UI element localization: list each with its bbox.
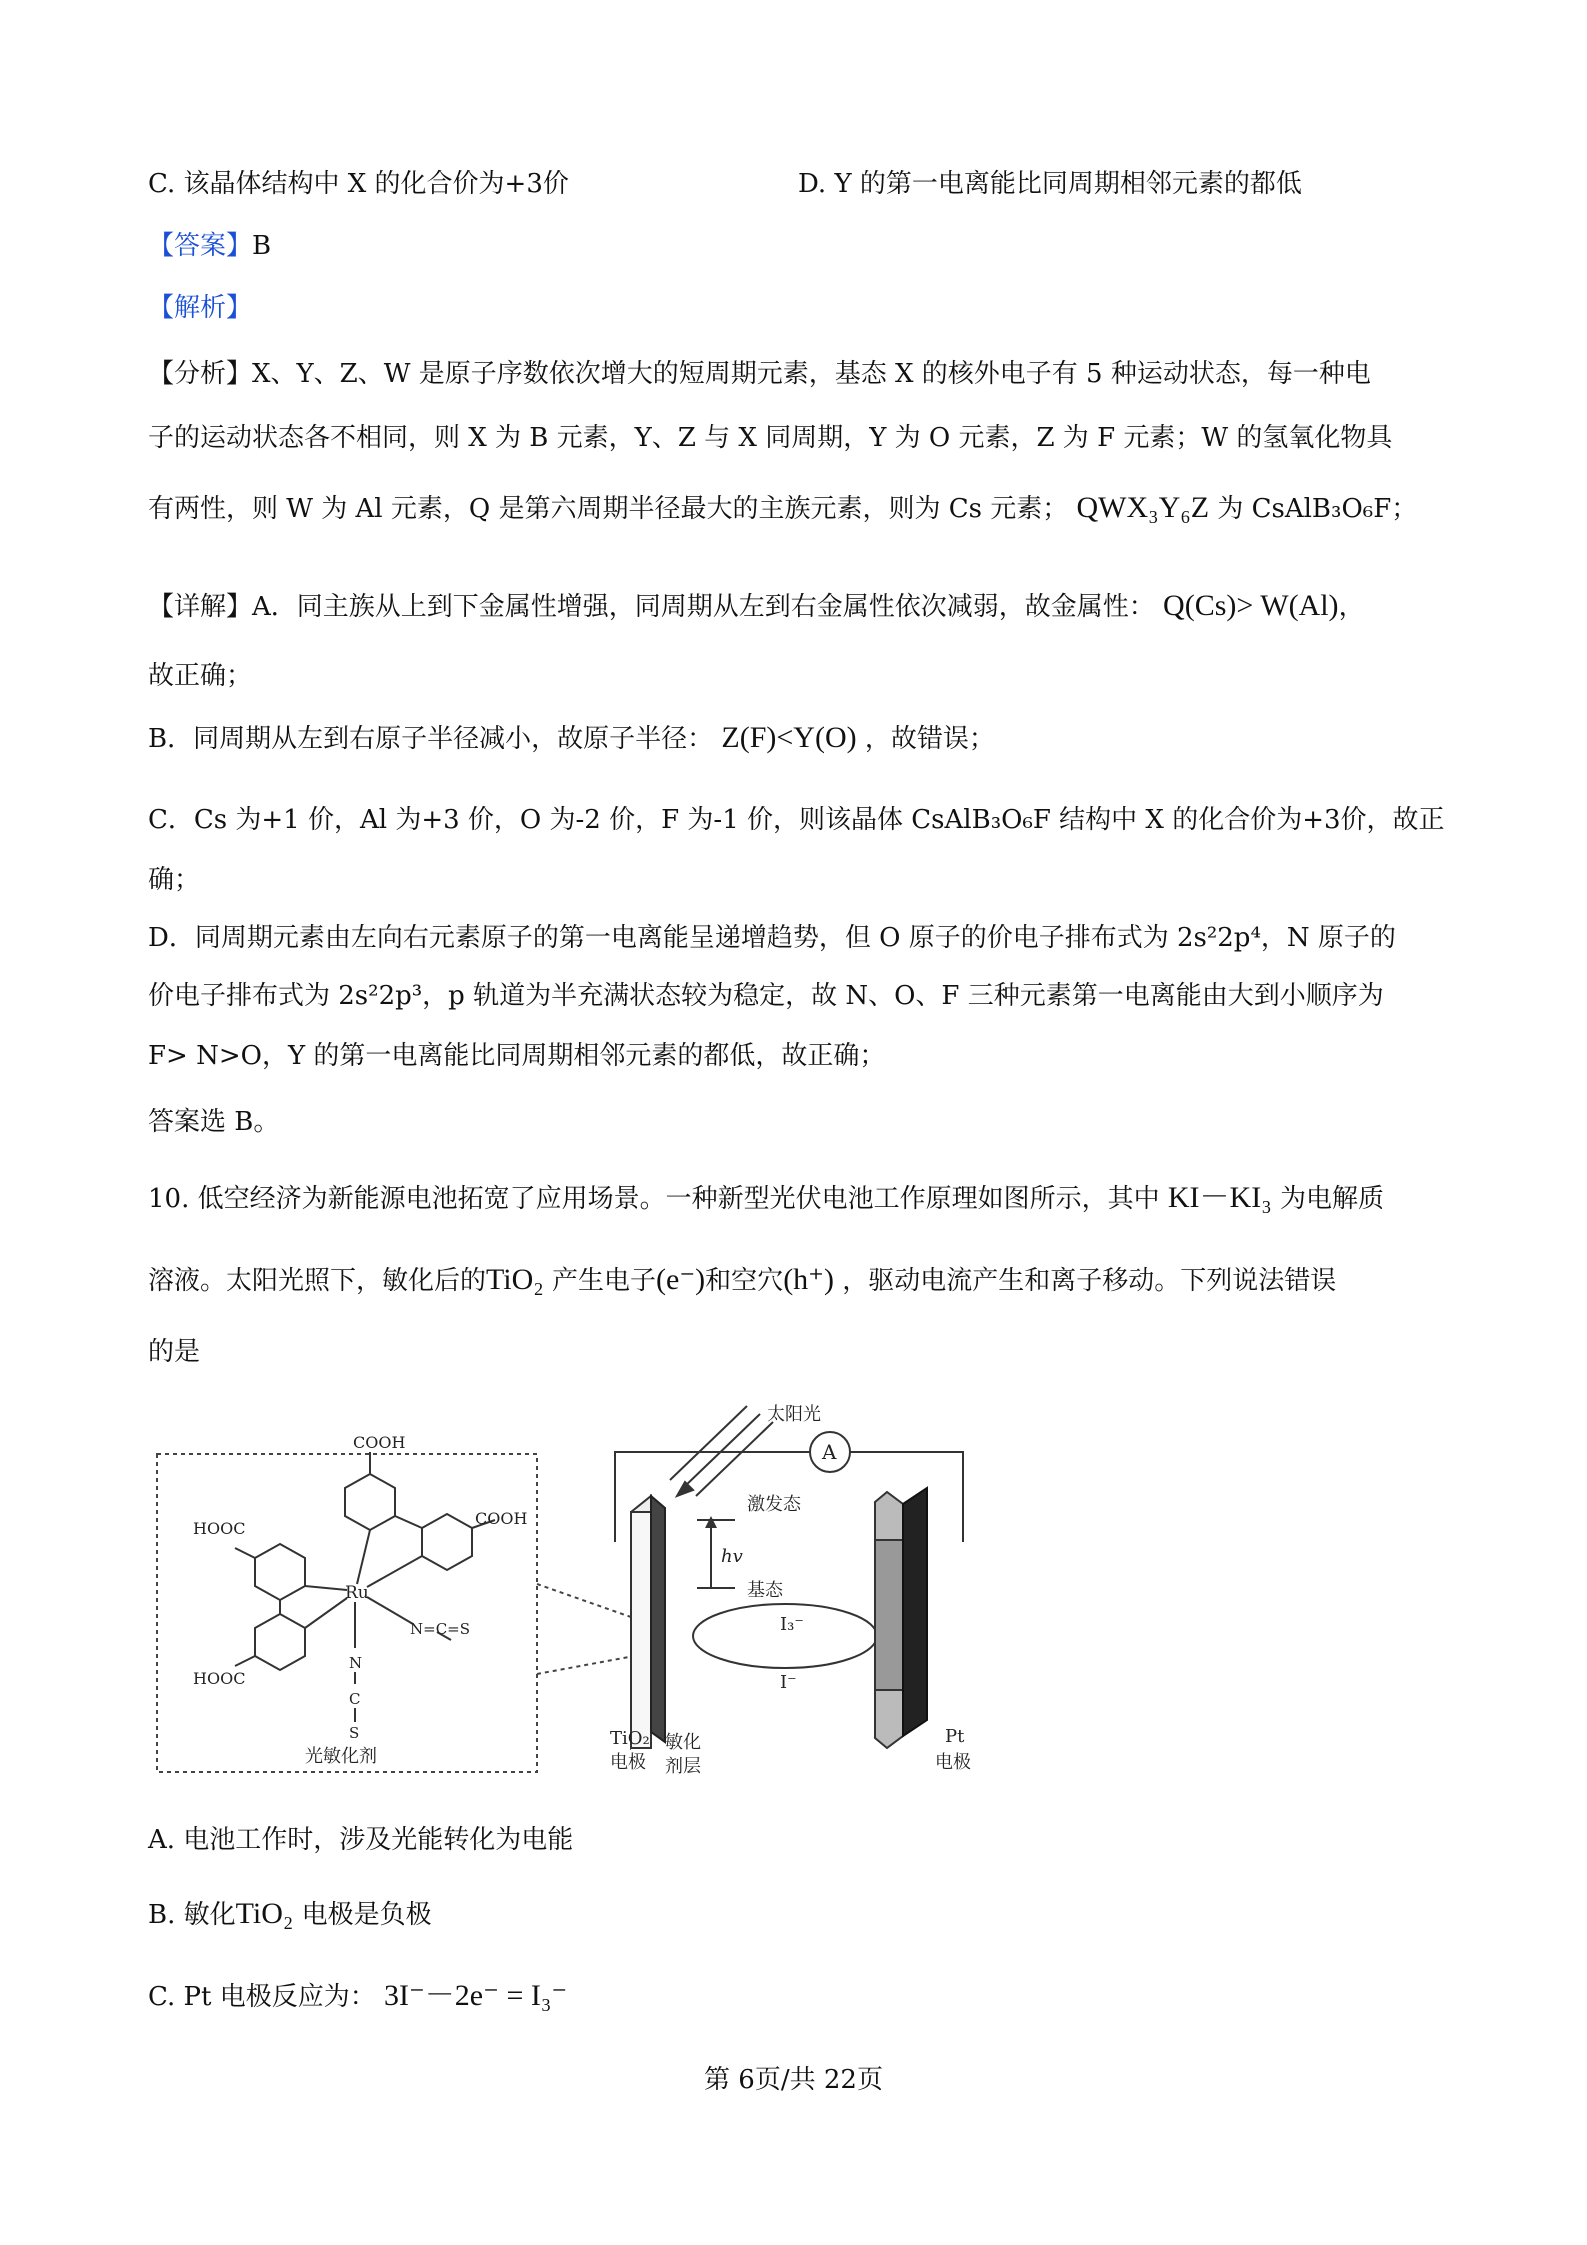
- pt-label: Pt: [945, 1726, 965, 1747]
- q10-option-c-formula: 3I⁻－2e⁻ = I₃⁻: [383, 1979, 568, 2012]
- q10-option-a-text: A. 电池工作时，涉及光能转化为电能: [148, 1825, 574, 1855]
- xiangjie-b-text: B．同周期从左到右原子半径减小，故原子半径：: [148, 724, 714, 754]
- hooc-left-top-label: HOOC: [193, 1519, 246, 1538]
- fenxi-text-2: 子的运动状态各不相同，则 X 为 B 元素，Y、Z 与 X 同周期，Y 为 O 元素，Z 为 F 元素；W 的氢氧化物具: [148, 423, 1393, 453]
- q10-line-1: [148, 1180, 1448, 1217]
- q10-option-c-text: Pt 电极反应为：: [183, 1982, 376, 2012]
- q10-option-a: [148, 1822, 1448, 1858]
- xiangjie-d-line-3: [148, 1038, 1448, 1074]
- ncs-bottom-n-label: N: [349, 1654, 363, 1672]
- fenxi-text-1: 【分析】X、Y、Z、W 是原子序数依次增大的短周期元素，基态 X 的核外电子有 5 种运动状态，每一种电: [148, 359, 1371, 389]
- fenxi-text-3a: 有两性，则 W 为 Al 元素，Q 是第六周期半径最大的主族元素，则为 Cs 元素；: [148, 494, 1069, 524]
- xiangjie-c-text-2: 确；: [148, 865, 201, 895]
- i-minus-label: I⁻: [780, 1672, 797, 1693]
- sensitizer-label-2: 剂层: [665, 1756, 701, 1777]
- hv-label: hv: [721, 1546, 743, 1567]
- q10-option-c: [148, 1978, 1448, 2015]
- xiangjie-c-line-2: [148, 862, 1448, 898]
- ammeter-label: A: [822, 1440, 837, 1464]
- diagram-svg: [155, 1392, 1015, 1782]
- sensitizer-layer: [651, 1496, 665, 1742]
- q10-text-2a: 溶液。太阳光照下，敏化后的: [148, 1266, 487, 1296]
- cooh-top-label: COOH: [353, 1433, 406, 1452]
- q10-line-2: [148, 1262, 1448, 1299]
- xiangjie-d-text-3: F> N>O，Y 的第一电离能比同周期相邻元素的都低，故正确；: [148, 1041, 886, 1071]
- q10-text-2c: 和空穴: [705, 1266, 784, 1296]
- answer-select-text: 答案选 B。: [148, 1107, 280, 1137]
- hooc-left-bottom-label: HOOC: [193, 1669, 246, 1688]
- xiangjie-a-line-1: [148, 588, 1448, 625]
- answer-tag: 【答案】: [148, 231, 253, 261]
- q10-option-b-text-a: B. 敏化: [148, 1900, 236, 1930]
- q9-option-c-text: C. 该晶体结构中 X 的化合价为+3价: [148, 169, 569, 199]
- xiangjie-d-line-1: [148, 920, 1448, 956]
- q10-hole-symbol: (h⁺): [783, 1263, 835, 1296]
- zoom-line-top: [537, 1584, 645, 1622]
- pt-electrode-back: [903, 1488, 927, 1736]
- xiangjie-c-text-1: C．Cs 为+1 价，Al 为+3 价，O 为-2 价，F 为-1 价，则该晶体 CsAlB₃O₆F 结构中 X 的化合价为+3价，故正: [148, 805, 1445, 835]
- ncs-bottom-c-label: C: [349, 1690, 361, 1708]
- xiangjie-b-text-2: ，故错误；: [864, 724, 995, 754]
- answer-value: B: [252, 231, 272, 261]
- q10-text-1b: 为电解质: [1279, 1184, 1384, 1214]
- ground-state-label: 基态: [747, 1580, 783, 1601]
- q10-option-b-formula: TiO₂: [235, 1897, 294, 1930]
- answer-select-line: [148, 1104, 1448, 1140]
- xiangjie-d-line-2: [148, 978, 1448, 1014]
- q10-text-3: 的是: [148, 1337, 201, 1367]
- cooh-right-label: COOH: [475, 1509, 528, 1528]
- q10-option-b: [148, 1896, 1448, 1933]
- fenxi-text-3b: 为 CsAlB₃O₆F；: [1217, 494, 1418, 524]
- xiangjie-d-text-1: D．同周期元素由左向右元素原子的第一电离能呈递增趋势，但 O 原子的价电子排布式为 2s²2p⁴，N 原子的: [148, 923, 1396, 953]
- q10-text-2d: ，驱动电流产生和离子移动。下列说法错误: [842, 1266, 1337, 1296]
- i3-minus-label: I₃⁻: [780, 1614, 804, 1635]
- xiangjie-a-comma: ，: [1338, 592, 1365, 622]
- q10-option-c-label: C.: [148, 1982, 176, 2012]
- xiangjie-a-line-2: [148, 658, 1448, 694]
- xiangjie-d-text-2: 价电子排布式为 2s²2p³，p 轨道为半充满状态较为稳定，故 N、O、F 三种元素第一电离能由大到小顺序为: [148, 981, 1384, 1011]
- analysis-heading: [148, 290, 1448, 326]
- sunlight-label: 太阳光: [767, 1404, 821, 1425]
- fenxi-line-3: [148, 490, 1448, 527]
- sensitizer-box: [157, 1454, 537, 1772]
- fenxi-formula: QWX₃Y₆Z: [1076, 491, 1210, 524]
- xiangjie-b-formula: Z(F)<Y(O): [721, 721, 857, 754]
- excited-state-label: 激发态: [747, 1494, 801, 1515]
- fenxi-line-2: [148, 420, 1448, 456]
- q10-electron-symbol: (e⁻): [656, 1263, 706, 1296]
- ncs-bottom-s-label: S: [349, 1724, 360, 1742]
- fenxi-line-1: [148, 356, 1448, 392]
- q10-line-3: [148, 1334, 1448, 1370]
- sensitizer-caption: 光敏化剂: [305, 1746, 377, 1767]
- xiangjie-a-formula: Q(Cs)> W(Al): [1163, 589, 1339, 622]
- page-footer: 第 6页/共 22页: [704, 2065, 883, 2095]
- xiangjie-a-text-2: 故正确；: [148, 661, 253, 691]
- tio2-electrode: [631, 1512, 651, 1748]
- q9-option-d: [798, 166, 1302, 202]
- q10-tio2-formula: TiO₂: [486, 1263, 544, 1296]
- photovoltaic-cell-diagram: [155, 1392, 1015, 1782]
- ncs-right-label: N=C=S: [410, 1620, 471, 1638]
- xiangjie-c-line-1: [148, 802, 1448, 838]
- zoom-line-bottom: [537, 1654, 645, 1674]
- pt-label-2: 电极: [935, 1752, 971, 1773]
- xiangjie-b-line: [148, 720, 1448, 757]
- excitation-arrowhead: [705, 1516, 717, 1528]
- q9-option-d-text: D. Y 的第一电离能比同周期相邻元素的都低: [798, 169, 1302, 199]
- tio2-label-2: 电极: [610, 1752, 646, 1773]
- q10-text-2b: 产生电子: [552, 1266, 657, 1296]
- xiangjie-a-text: 【详解】A．同主族从上到下金属性增强，同周期从左到右金属性依次减弱，故金属性：: [148, 592, 1155, 622]
- sensitizer-label: 敏化: [665, 1732, 701, 1753]
- q10-option-b-text-b: 电极是负极: [301, 1900, 432, 1930]
- q10-electrolyte-formula: KI－KI₃: [1167, 1181, 1272, 1214]
- answer-line: [148, 228, 1448, 264]
- analysis-tag: 【解析】: [148, 293, 253, 323]
- q10-text-1a: 10. 低空经济为新能源电池拓宽了应用场景。一种新型光伏电池工作原理如图所示，其中: [148, 1184, 1160, 1214]
- ru-atom-label: Ru: [345, 1583, 369, 1603]
- tio2-label: TiO₂: [610, 1728, 650, 1749]
